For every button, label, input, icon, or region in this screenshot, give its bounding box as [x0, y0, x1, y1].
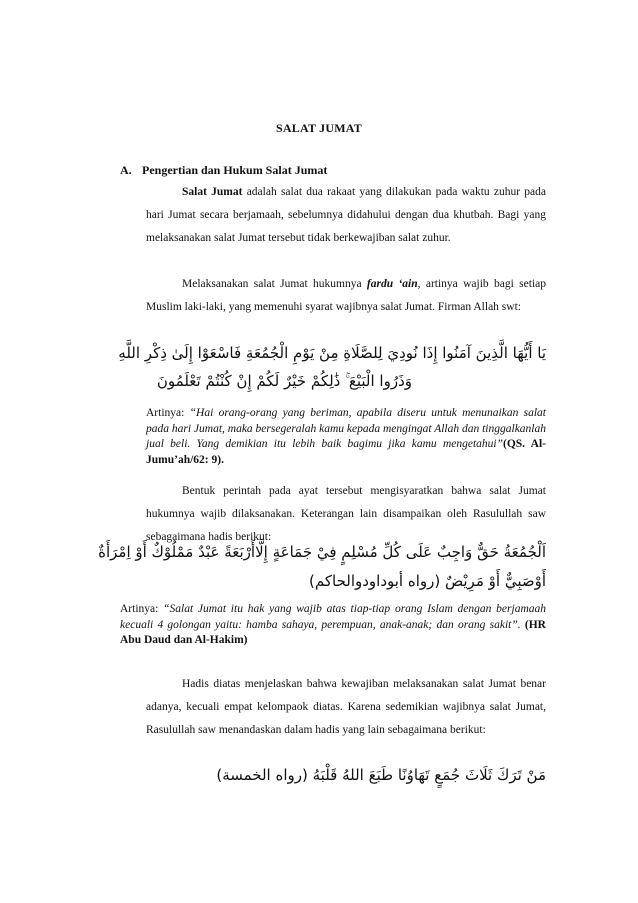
artinya-ayat-source: (QS. Al-Jumu’ah/62: 9).: [146, 438, 547, 466]
artinya-ayat-text: “Hai orang-orang yang beriman, apabila diseru untuk menunaikan salat pada hari Jumat, maka bersegeralah kamu kepada mengingat Allah dan tinggalkanlah jual beli. Yang demikian itu lebih baik bagimu jika kamu mengetahui”: [146, 407, 547, 450]
section-letter: A.: [120, 163, 132, 177]
hadis-line-2: أَوْصَبِيٌّ أَوْ مَرِيْضٌ (رواه أبوداودوالحاكم): [309, 572, 546, 590]
artinya-hadis-source: (HR Abu Daud dan Al-Hakim): [120, 618, 546, 646]
artinya-label: Artinya:: [146, 407, 190, 419]
hadis-2-line-1: مَنْ تَرَكَ ثَلَاثَ جُمَعٍ تَهَاوُنًا طَبَعَ اللهُ قَلْبَهُ (رواه الخمسة): [216, 766, 546, 784]
artinya-hadis-text: “Salat Jumat itu hak yang wajib atas tiap-tiap orang Islam dengan berjamaah kecuali 4 golongan yaitu: hamba sahaya, perempuan, anak-anak; dan orang sakit”.: [120, 603, 546, 631]
ayat-line-1: يَا أَيُّهَا الَّذِينَ آمَنُوا إِذَا نُودِيَ لِلصَّلَاةِ مِنْ يَوْمِ الْجُمُعَةِ فَاسْعَوْا إِلَىٰ ذِكْرِ اللَّهِ: [118, 344, 546, 362]
page-title: SALAT JUMAT: [276, 121, 362, 135]
term-salat-jumat: Salat Jumat: [182, 186, 243, 198]
paragraph-hukum: [146, 273, 546, 319]
hukum-text-before: Melaksanakan salat Jumat hukumnya: [182, 278, 367, 290]
definition-text: adalah salat dua rakaat yang dilakukan pada waktu zuhur pada hari Jumat secara berjamaah, sebelumnya didahului dengan dua khutbah. Bagi yang melaksanakan salat Jumat tersebut tidak berkewajiban salat zuhur.: [146, 186, 546, 244]
paragraph-definition: [146, 181, 546, 250]
term-fardu-ain: fardu ‘ain: [366, 278, 418, 290]
section-heading: [120, 163, 327, 178]
ayat-line-2: وَذَرُوا الْبَيْعَ ۚ ذَٰلِكُمْ خَيْرٌ لَكُمْ إِنْ كُنْتُمْ تَعْلَمُونَ: [156, 372, 412, 390]
artinya-hadis: [120, 602, 546, 649]
artinya-ayat: [146, 406, 546, 468]
artinya-label: Artinya:: [120, 603, 164, 615]
paragraph-bentuk-perintah: Bentuk perintah pada ayat tersebut mengisyaratkan bahwa salat Jumat hukumnya wajib dilaksanakan. Keterangan lain disampaikan oleh Rasulullah saw sebagaimana hadis berikut:: [146, 485, 546, 543]
section-title: Pengertian dan Hukum Salat Jumat: [142, 163, 328, 177]
hadis-line-1: اَلْجُمُعَةُ حَقٌّ وَاجِبٌ عَلَى كُلِّ مُسْلِمٍ فِيْ جَمَاعَةٍ إِلَّاأَرْبَعَةً عَبْدٌ مَمْلُوْكٌ أَوْ اِمْرَأَةٌ: [98, 543, 546, 561]
paragraph-hadis-penjelasan: Hadis diatas menjelaskan bahwa kewajiban melaksanakan salat Jumat benar adanya, kecuali empat kelompaok diatas. Karena sedemikian wajibnya salat Jumat, Rasulullah saw menandaskan dalam hadis yang lain sebagaimana berikut:: [146, 678, 546, 736]
hukum-text-after: , artinya wajib bagi setiap Muslim laki-laki, yang memenuhi syarat wajibnya salat Jumat. Firman Allah swt:: [146, 278, 546, 313]
